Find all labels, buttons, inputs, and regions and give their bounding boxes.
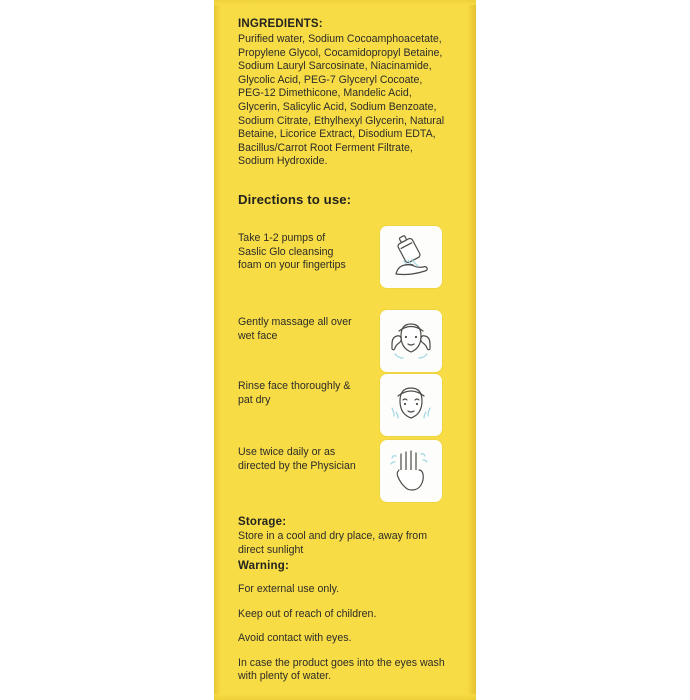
carton-side-panel — [214, 0, 476, 700]
warning-line: In case the product goes into the eyes wash with plenty of water. — [238, 656, 445, 683]
directions-heading: Directions to use: — [238, 192, 352, 207]
warning-line: Keep out of reach of children. — [238, 607, 377, 620]
storage-section — [238, 516, 450, 557]
twice-daily-hand-icon — [380, 440, 442, 502]
ingredients-text: Purified water, Sodium Cocoamphoacetate, Propylene Glycol, Cocamidopropyl Betaine, Sodium Lauryl Sarcosinate, Niacinamide, Glycolic Acid, PEG-7 Glyceryl Cocoate, PEG-12 Dimethicone, Mandelic Acid, Glycerin, Salicylic Acid, Sodium Benzoate, Sodium Citrate, Ethylhexyl Glycerin, Natural Betaine, Licorice Extract, Disodium EDTA, Bacillus/Carrot Root Ferment Filtrate, Sodium Hydroxide. — [238, 33, 445, 168]
direction-step — [238, 316, 452, 378]
face-massage-icon — [380, 310, 442, 372]
direction-step-text: Gently massage all over wet face — [238, 316, 352, 342]
direction-step — [238, 380, 452, 442]
direction-step-text: Use twice daily or as directed by the Physician — [238, 446, 356, 472]
direction-step — [238, 232, 452, 294]
warning-line: For external use only. — [238, 583, 340, 595]
warning-heading: Warning: — [238, 560, 289, 572]
storage-heading: Storage: — [238, 516, 287, 528]
direction-step — [238, 446, 452, 508]
pump-bottle-onto-hand-icon — [380, 226, 442, 288]
warning-section — [238, 560, 450, 684]
direction-step-text: Take 1-2 pumps of Saslic Glo cleansing foam on your fingertips — [238, 232, 346, 272]
warning-line: Avoid contact with eyes. — [238, 632, 352, 645]
direction-step-text: Rinse face thoroughly & pat dry — [238, 380, 351, 406]
panel-content — [238, 0, 452, 700]
panel-left-edge-shading — [214, 0, 221, 700]
storage-text: Store in a cool and dry place, away from direct sunlight — [238, 530, 428, 556]
ingredients-section — [238, 18, 450, 169]
rinse-face-icon — [380, 374, 442, 436]
ingredients-heading: INGREDIENTS: — [238, 18, 323, 30]
panel-right-edge-shading — [467, 0, 476, 700]
